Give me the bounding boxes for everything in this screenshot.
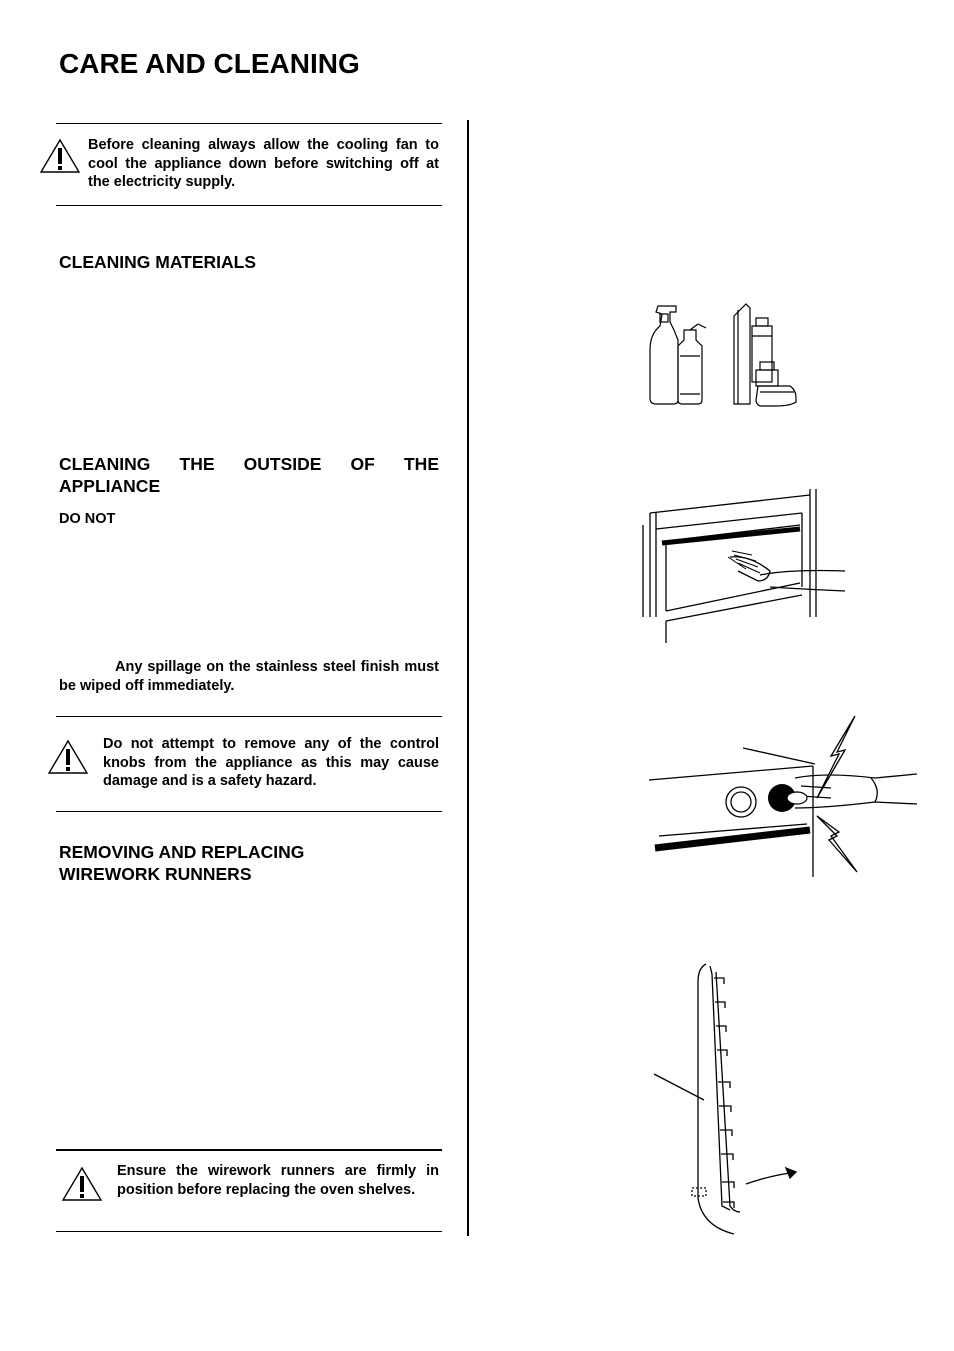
warning-triangle-icon: [61, 1166, 103, 1202]
section-heading-cleaning-outside-line2: APPLIANCE: [59, 476, 161, 496]
warning-fan-text: Before cleaning always allow the cooling fan to cool the appliance down before switching off at the electricity supply.: [88, 137, 439, 191]
spillage-text: Any spillage on the stainless steel finish must be wiped off immediately.: [59, 659, 439, 694]
section-heading-cleaning-materials: CLEANING MATERIALS: [59, 252, 257, 272]
cleaning-products-illustration: [640, 300, 810, 410]
warning-triangle-icon: [47, 739, 89, 775]
section-heading-runners-line2: WIREWORK RUNNERS: [59, 864, 252, 884]
divider: [56, 123, 442, 124]
column-divider: [467, 120, 469, 1236]
warning-runners-text: Ensure the wirework runners are firmly in position before replacing the oven shelves.: [117, 1163, 439, 1198]
page-title: CARE AND CLEANING: [59, 48, 360, 79]
wirework-runner-illustration: [650, 958, 810, 1238]
divider: [56, 205, 442, 206]
warning-triangle-icon: [39, 138, 81, 174]
divider: [56, 716, 442, 717]
divider: [56, 1149, 442, 1151]
divider: [56, 811, 442, 812]
do-not-label: DO NOT: [59, 511, 116, 527]
section-heading-runners: REMOVING AND REPLACING: [59, 842, 305, 862]
section-heading-cleaning-outside: CLEANING THE OUTSIDE OF THE: [59, 454, 439, 474]
control-knob-illustration: [645, 712, 925, 882]
wiping-appliance-illustration: [640, 485, 850, 645]
warning-knobs-text: Do not attempt to remove any of the control knobs from the appliance as this may cause damage and is a safety hazard.: [103, 736, 439, 790]
divider: [56, 1231, 442, 1232]
